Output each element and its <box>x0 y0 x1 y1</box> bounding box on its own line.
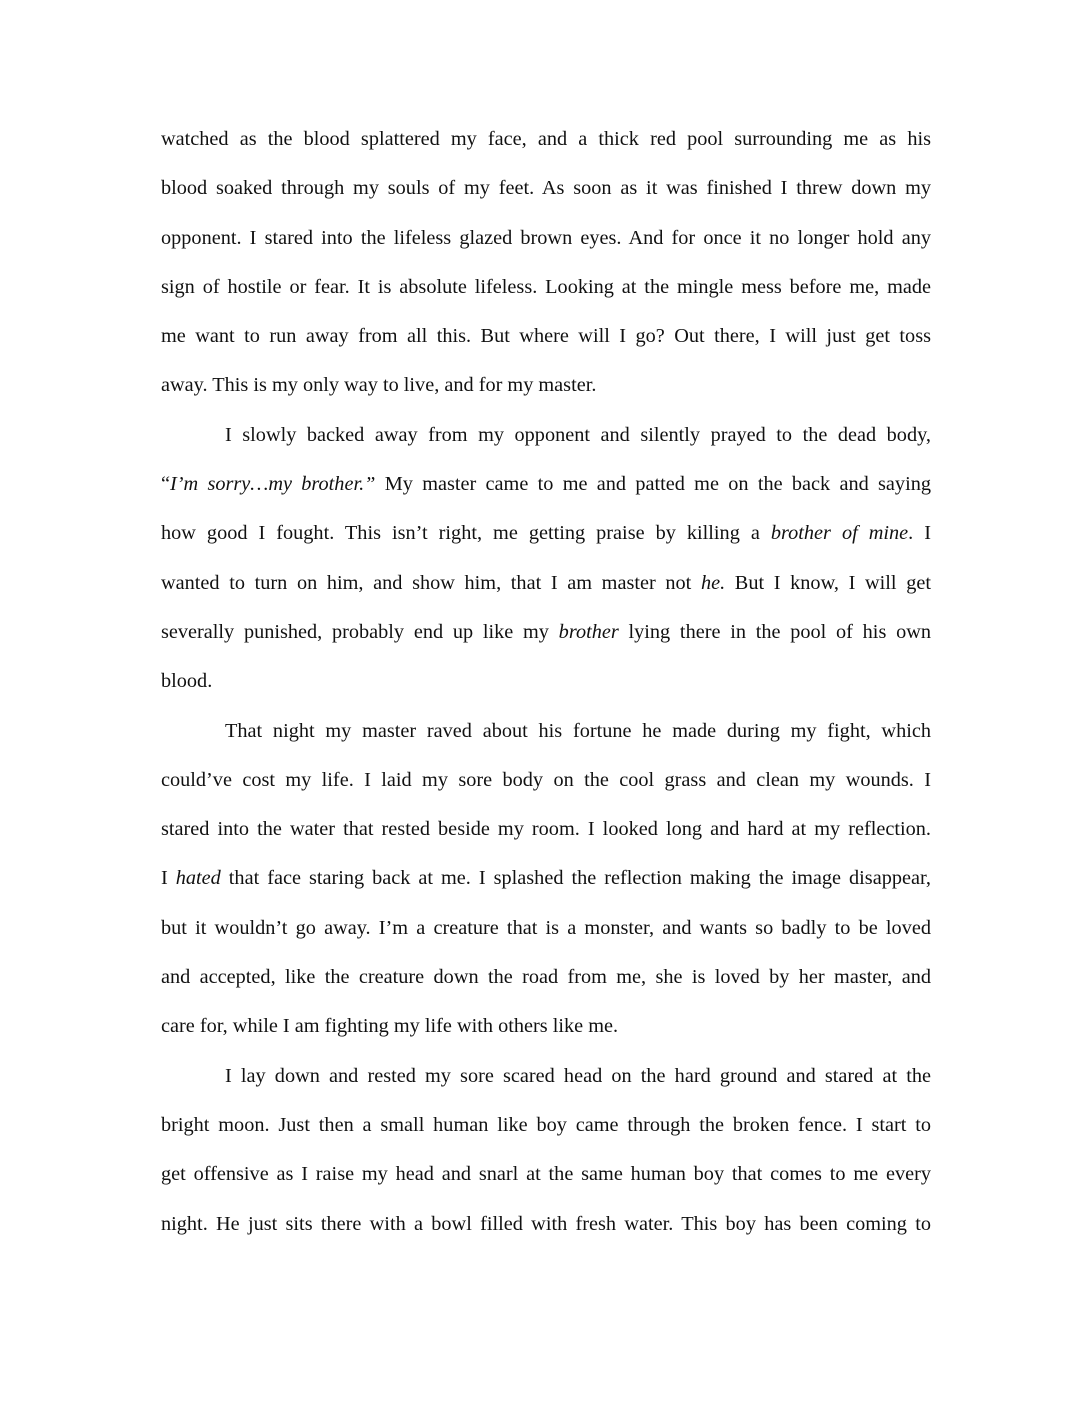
text-run: bright moon. Just then a small human like boy came through the broken fence. I start to <box>161 1113 931 1136</box>
text-run: blood soaked through my souls of my feet. As soon as it was finished I threw down my <box>161 177 931 200</box>
text-line <box>161 608 931 657</box>
text-run: . I <box>908 522 931 545</box>
text-run: that face staring back at me. I splashed the reflection making the image disappear, <box>220 867 931 890</box>
text-line <box>161 1150 931 1199</box>
text-run: stared into the water that rested beside my room. I looked long and hard at my reflection. <box>161 818 931 841</box>
text-run: I slowly backed away from my opponent and silently prayed to the dead body, <box>225 423 931 446</box>
text-line <box>161 460 931 509</box>
text-run: wanted to turn on him, and show him, that I am master not <box>161 571 701 594</box>
text-run: could’ve cost my life. I laid my sore body on the cool grass and clean my wounds. I <box>161 768 931 791</box>
text-line <box>161 904 931 953</box>
text-line <box>161 1200 931 1249</box>
text-run: away. This is my only way to live, and for my master. <box>161 374 597 397</box>
text-line <box>161 1052 931 1101</box>
text-run: and accepted, like the creature down the road from me, she is loved by her master, and <box>161 966 931 989</box>
text-line <box>161 805 931 854</box>
text-line <box>161 854 931 903</box>
text-run: get offensive as I raise my head and snarl at the same human boy that comes to me every <box>161 1163 931 1186</box>
text-line <box>161 657 931 706</box>
text-run: night. He just sits there with a bowl filled with fresh water. This boy has been coming to <box>161 1212 931 1235</box>
text-run: I lay down and rested my sore scared head on the hard ground and stared at the <box>225 1064 931 1087</box>
text-run: My master came to me and patted me on the back and saying <box>375 473 931 496</box>
text-line <box>161 164 931 213</box>
text-line <box>161 509 931 558</box>
text-run: But I know, I will get <box>725 571 931 594</box>
text-run: but it wouldn’t go away. I’m a creature that is a monster, and wants so badly to be loved <box>161 916 931 939</box>
body-text <box>161 115 931 1249</box>
text-line <box>161 1002 931 1051</box>
text-run: lying there in the pool of his own <box>618 620 932 643</box>
text-line <box>161 361 931 410</box>
text-run: how good I fought. This isn’t right, me getting praise by killing a <box>161 522 771 545</box>
text-run: opponent. I stared into the lifeless glazed brown eyes. And for once it no longer hold any <box>161 226 931 249</box>
text-line <box>161 312 931 361</box>
text-line <box>161 559 931 608</box>
text-run: watched as the blood splattered my face, and a thick red pool surrounding me as his <box>161 128 931 150</box>
italic-text: he. <box>700 571 726 594</box>
text-line <box>161 411 931 460</box>
text-line <box>161 263 931 312</box>
text-run: sign of hostile or fear. It is absolute lifeless. Looking at the mingle mess before me, made <box>161 275 931 298</box>
text-run: me want to run away from all this. But where will I go? Out there, I will just get toss <box>161 325 931 348</box>
italic-text: brother of mine <box>770 522 909 545</box>
italic-text: hated <box>175 867 221 890</box>
text-line <box>161 756 931 805</box>
text-run: blood. <box>161 670 213 693</box>
text-line <box>161 953 931 1002</box>
text-line <box>161 214 931 263</box>
text-run: “ <box>161 473 171 496</box>
italic-text: I’m sorry…my brother.” <box>170 473 376 496</box>
text-run: That night my master raved about his fortune he made during my fight, which <box>225 719 931 742</box>
text-line <box>161 1101 931 1150</box>
italic-text: brother <box>558 620 619 643</box>
text-run: severally punished, probably end up like my <box>161 620 559 643</box>
text-line <box>161 707 931 756</box>
text-run: I <box>161 867 176 890</box>
text-run: care for, while I am fighting my life with others like me. <box>161 1015 619 1038</box>
text-line <box>161 115 931 164</box>
